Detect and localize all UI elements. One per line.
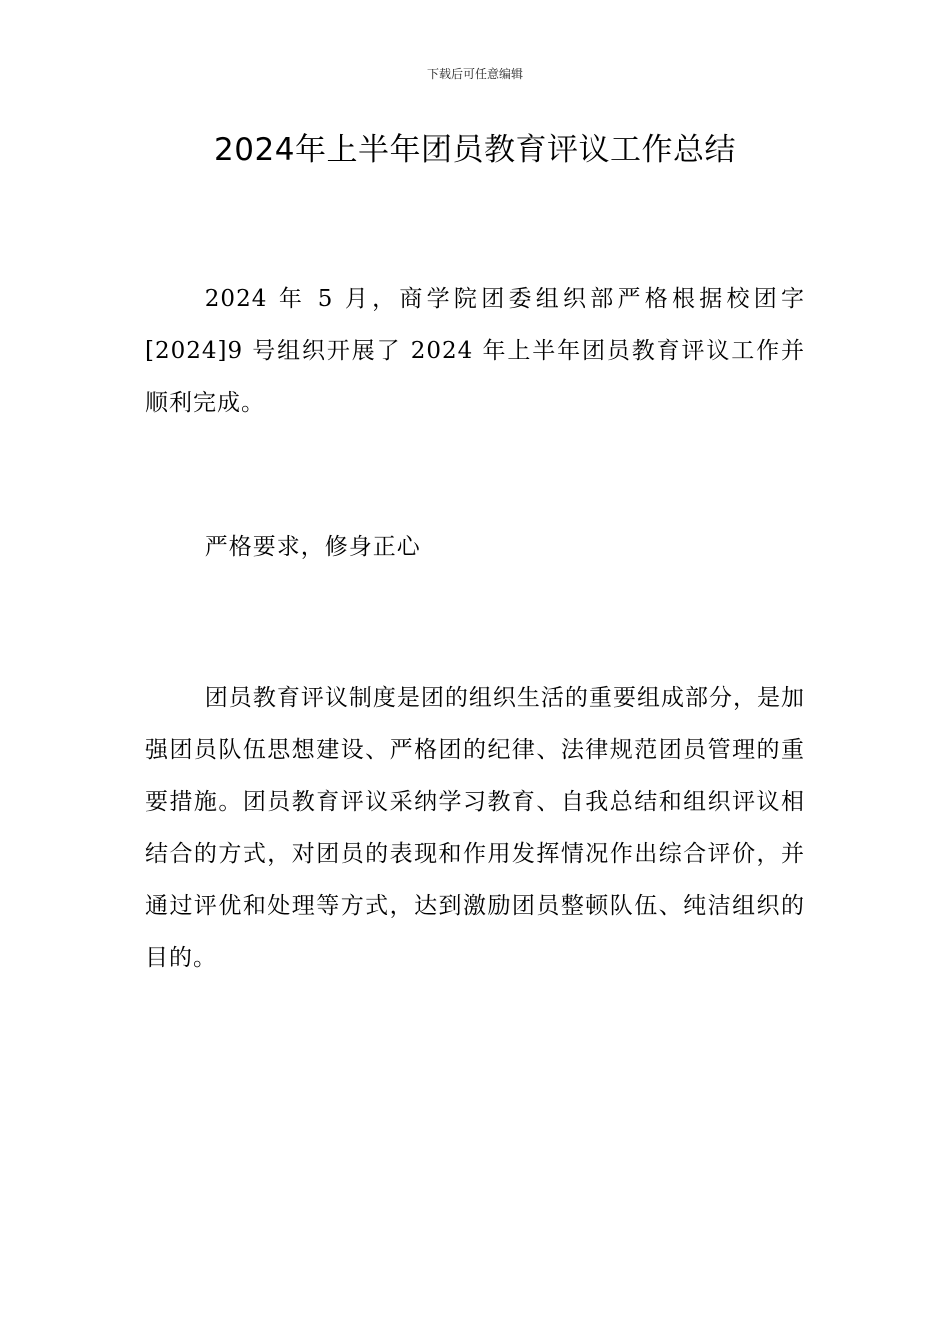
document-title: 2024年上半年团员教育评议工作总结 <box>214 132 736 168</box>
section-heading: 严格要求，修身正心 <box>204 534 421 560</box>
body-paragraph: 团员教育评议制度是团的组织生活的重要组成部分，是加强团员队伍思想建设、严格团的纪律、法律规范团员管理的重要措施。团员教育评议采纳学习教育、自我总结和组织评议相结合的方式，对团员的表现和作用发挥情况作出综合评价，并通过评优和处理等方式，达到激励团员整顿队伍、纯洁组织的目的。 <box>145 685 805 971</box>
intro-paragraph: 2024 年 5 月，商学院团委组织部严格根据校团字[2024]9 号组织开展了 2024 年上半年团员教育评议工作并顺利完成。 <box>145 286 805 416</box>
header-note: 下载后可任意编辑 <box>426 67 523 81</box>
